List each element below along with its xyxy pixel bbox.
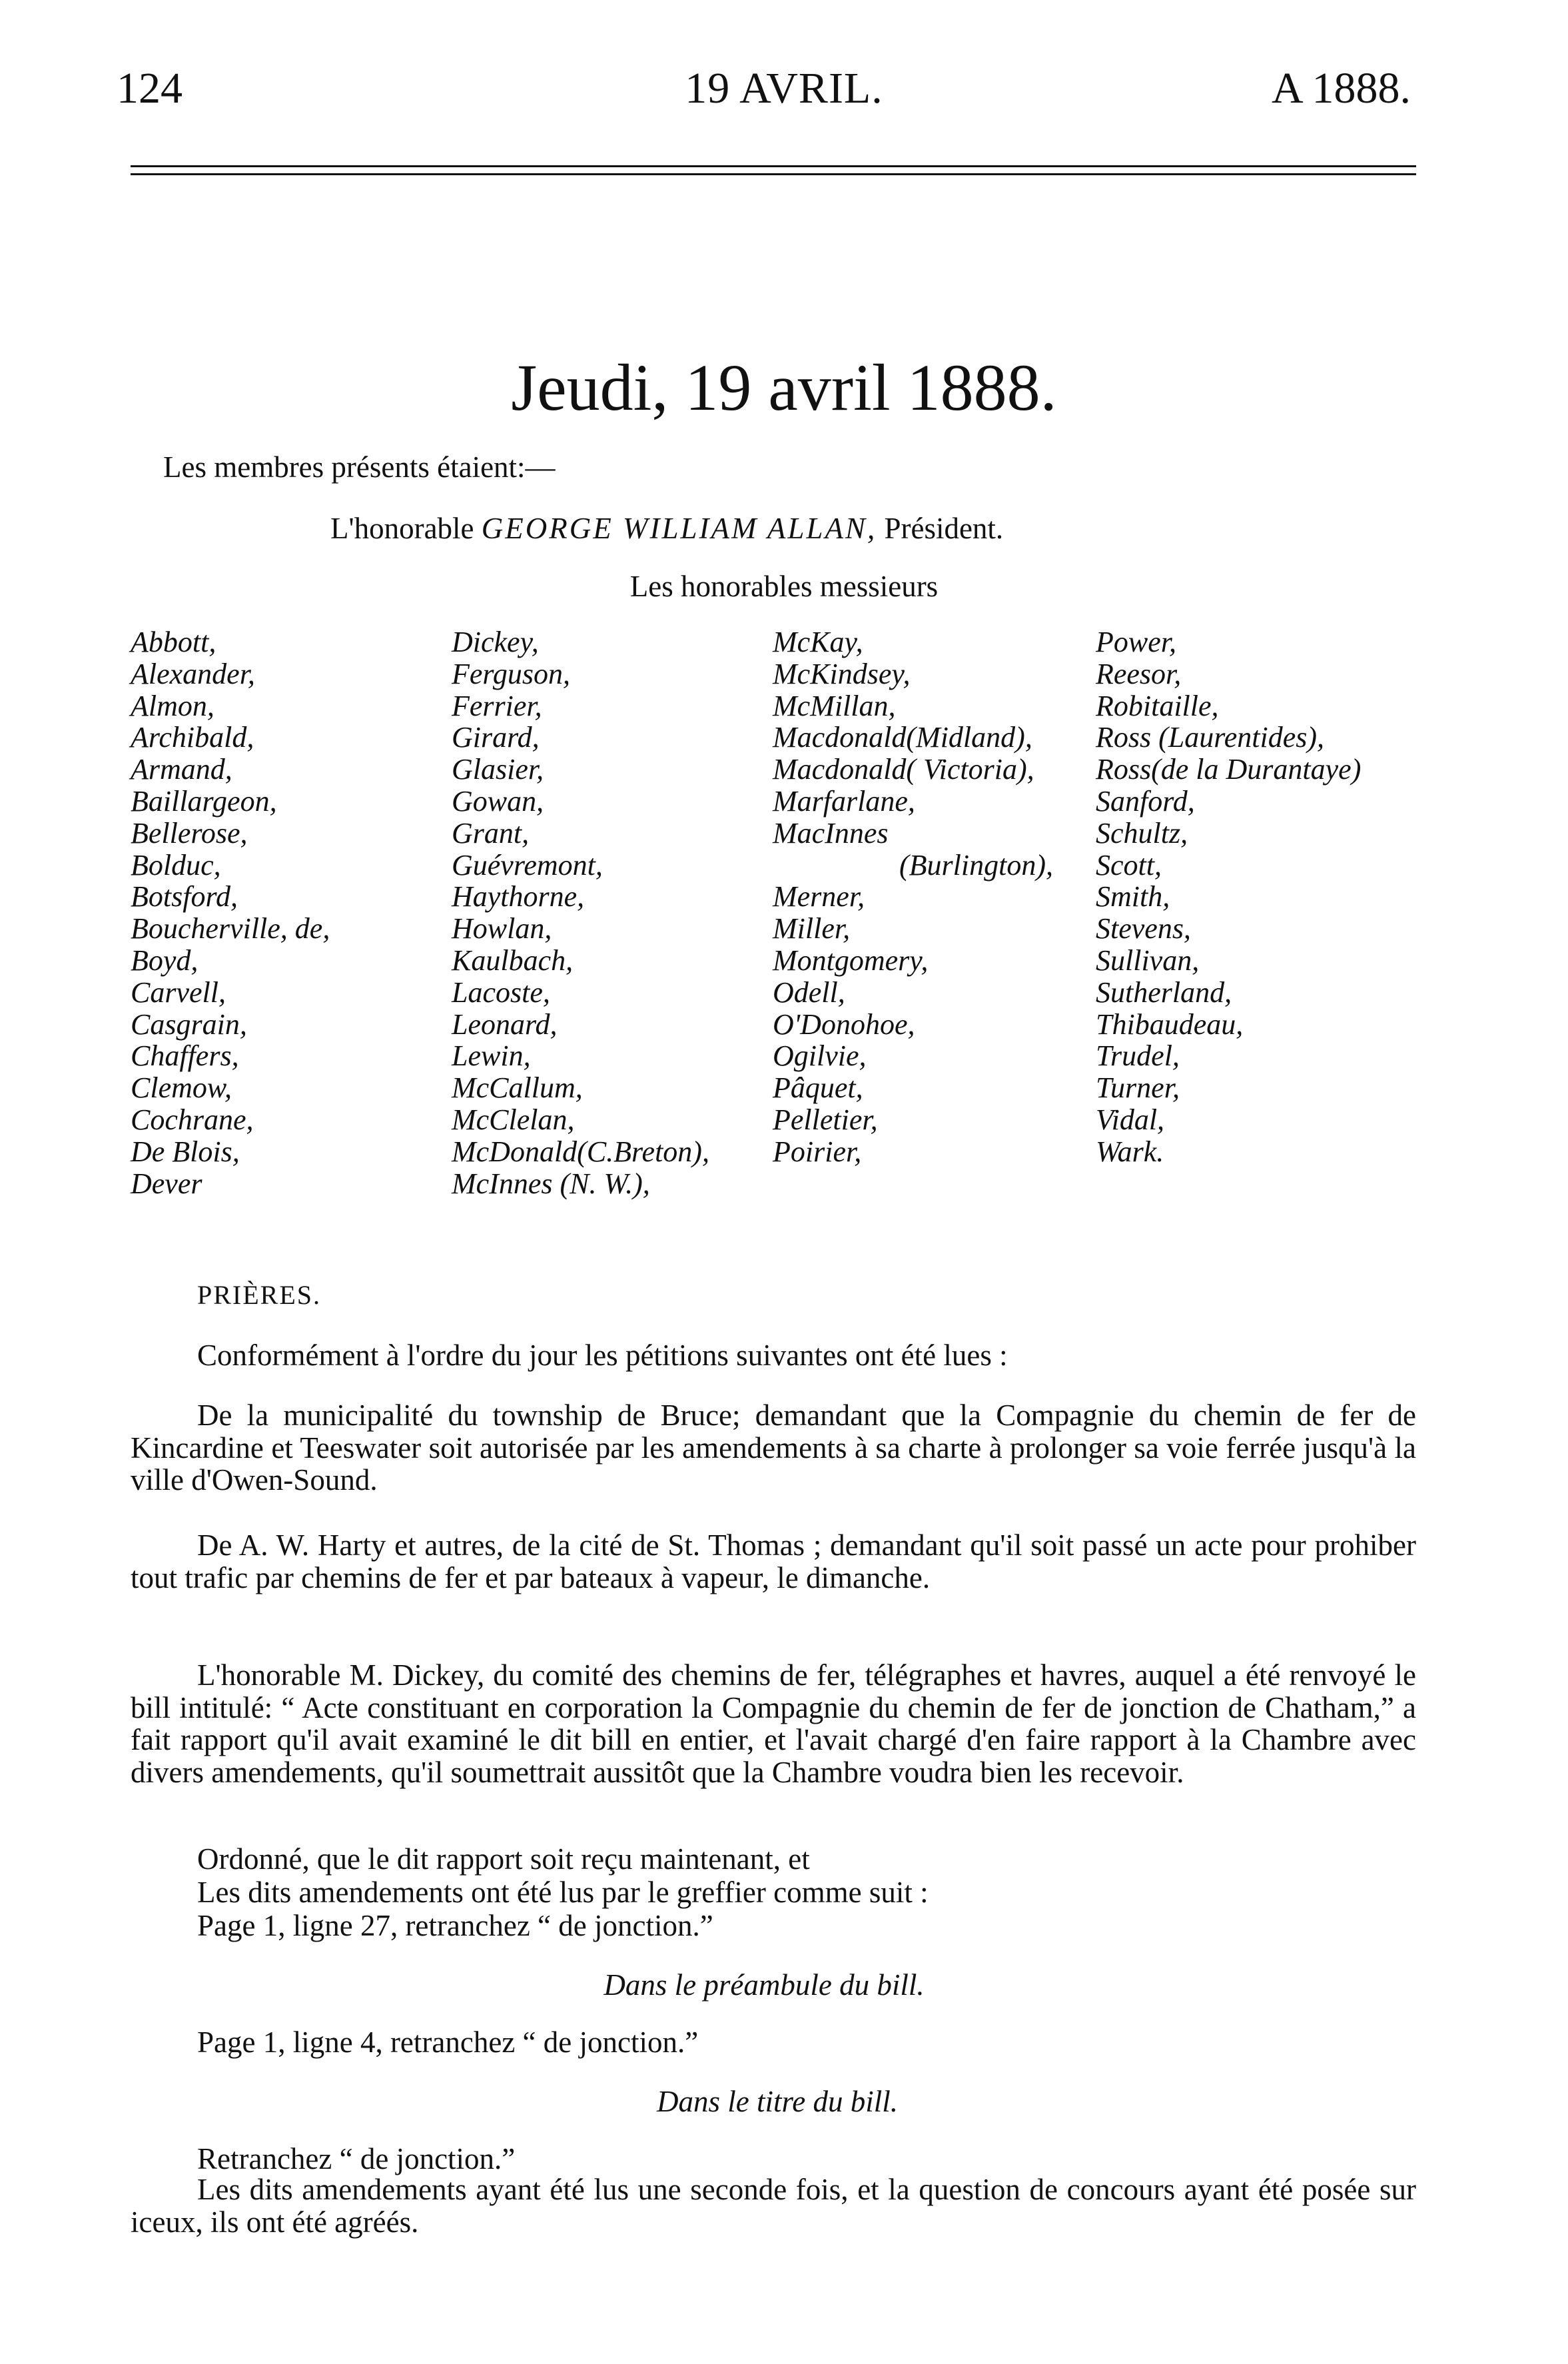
member-name: (Burlington),: [899, 848, 1053, 882]
member-name: Ogilvie,: [773, 1039, 867, 1073]
text-line: Page 1, ligne 27, retranchez “ de jonction.”: [197, 1909, 713, 1942]
header-date: 19 AVRIL.: [685, 64, 883, 113]
member-name: Lacoste,: [452, 975, 550, 1009]
member-name: De Blois,: [131, 1135, 240, 1168]
intro-text: Les membres présents étaient:—: [163, 450, 556, 484]
member-name: Baillargeon,: [131, 784, 277, 818]
member-name: Pâquet,: [773, 1071, 863, 1105]
paragraph-dickey: L'honorable M. Dickey, du comité des chemins de fer, télégraphes et havres, auquel a été renvoyé le bill intitulé: “ Acte constituant en corporation la Compagnie du chemin de fer de jonction de Chatham,” a fait rapport qu'il avait examiné le dit bill en entier, et l'avait chargé d'en faire rapport à la Chambre avec divers amendements, qu'il soumettrait aussitôt que la Chambre voudra bien les recevoir.: [131, 1658, 1416, 1789]
paragraph-petitions: Conformément à l'ordre du jour les pétitions suivantes ont été lues :: [197, 1339, 1008, 1372]
member-name: Robitaille,: [1096, 689, 1219, 722]
header-year: A 1888.: [1271, 64, 1411, 113]
member-name: Schultz,: [1096, 816, 1188, 850]
text-line: Page 1, ligne 4, retranchez “ de jonction.”: [197, 2026, 699, 2059]
member-name: Miller,: [773, 912, 851, 945]
president-suffix: Président.: [884, 512, 1004, 545]
president-name: GEORGE WILLIAM ALLAN,: [481, 512, 877, 545]
member-name: Armand,: [131, 753, 232, 786]
member-name: Gowan,: [452, 784, 544, 818]
member-name: Boyd,: [131, 943, 198, 977]
member-name: Stevens,: [1096, 912, 1191, 945]
member-name: Leonard,: [452, 1007, 558, 1041]
member-name: Power,: [1096, 626, 1176, 658]
member-name: McClelan,: [452, 1103, 575, 1136]
member-name: Dickey,: [452, 626, 539, 658]
member-name: Bolduc,: [131, 848, 221, 882]
member-name: Howlan,: [452, 912, 552, 945]
member-name: McInnes (N. W.),: [452, 1167, 650, 1200]
member-name: Alexander,: [131, 657, 255, 690]
member-name: Kaulbach,: [452, 943, 574, 977]
president-line: [330, 512, 1003, 546]
member-name: Trudel,: [1096, 1039, 1180, 1073]
member-name: Odell,: [773, 975, 845, 1009]
member-name: Macdonald(Midland),: [773, 721, 1032, 754]
titre-heading: Dans le titre du bill.: [656, 2085, 899, 2118]
prieres-heading: PRIÈRES.: [197, 1280, 322, 1310]
member-name: McDonald(C.Breton),: [452, 1135, 709, 1168]
member-name: Ferguson,: [452, 657, 571, 690]
member-name: McCallum,: [452, 1071, 583, 1105]
member-name: Turner,: [1096, 1071, 1180, 1105]
member-name: Dever: [131, 1167, 202, 1200]
member-name: Macdonald( Victoria),: [773, 753, 1034, 786]
preambule-heading: Dans le préambule du bill.: [603, 1968, 925, 2002]
member-name: Poirier,: [773, 1135, 862, 1168]
header-rule: [131, 165, 1416, 167]
member-name: Vidal,: [1096, 1103, 1165, 1136]
member-name: Archibald,: [131, 721, 254, 754]
president-prefix: L'honorable: [330, 512, 474, 545]
member-name: Cochrane,: [131, 1103, 254, 1136]
member-name: Montgomery,: [773, 943, 929, 977]
paragraph-final: Les dits amendements ayant été lus une seconde fois, et la question de concours ayant été posée sur iceux, ils ont été agréés.: [131, 2173, 1416, 2239]
member-name: O'Donohoe,: [773, 1007, 915, 1041]
member-name: Ross(de la Durantaye): [1096, 753, 1362, 786]
member-name: Haythorne,: [452, 880, 585, 913]
member-name: MacInnes: [773, 816, 889, 850]
paragraph-harty: De A. W. Harty et autres, de la cité de St. Thomas ; demandant qu'il soit passé un acte pour prohiber tout trafic par chemins de fer et par bateaux à vapeur, le dimanche.: [131, 1528, 1416, 1594]
member-name: McKindsey,: [773, 657, 911, 690]
members-column-3: [773, 626, 1053, 1168]
member-name: Sullivan,: [1096, 943, 1200, 977]
member-name: Thibaudeau,: [1096, 1007, 1244, 1041]
member-name: Reesor,: [1096, 657, 1182, 690]
member-name: Merner,: [773, 880, 865, 913]
member-name: Glasier,: [452, 753, 544, 786]
member-name: Scott,: [1096, 848, 1162, 882]
member-name: Smith,: [1096, 880, 1170, 913]
member-name: Marfarlane,: [773, 784, 915, 818]
member-name: Sutherland,: [1096, 975, 1232, 1009]
member-name: Abbott,: [131, 626, 216, 658]
paragraph-bruce: De la municipalité du township de Bruce; demandant que la Compagnie du chemin de fer de Kincardine et Teeswater soit autorisée par les amendements à sa charte à prolonger sa voie ferrée jusqu'à la ville d'Owen-Sound.: [131, 1399, 1416, 1496]
member-name: Pelletier,: [773, 1103, 878, 1136]
members-column-4: [1096, 626, 1361, 1168]
member-name: Chaffers,: [131, 1039, 239, 1073]
header-rule: [131, 173, 1416, 175]
member-name: Bellerose,: [131, 816, 248, 850]
member-name: Lewin,: [452, 1039, 531, 1073]
member-name: Grant,: [452, 816, 530, 850]
member-name: Almon,: [131, 689, 214, 722]
member-name: Boucherville, de,: [131, 912, 330, 945]
page-number: 124: [117, 64, 183, 113]
member-name: Guévremont,: [452, 848, 603, 882]
text-line: Ordonné, que le dit rapport soit reçu maintenant, et: [197, 1842, 810, 1876]
member-name: Girard,: [452, 721, 540, 754]
text-line: Les dits amendements ont été lus par le greffier comme suit :: [197, 1876, 929, 1909]
member-name: Wark.: [1096, 1135, 1164, 1168]
member-name: Ferrier,: [452, 689, 542, 722]
member-name: Clemow,: [131, 1071, 232, 1105]
member-name: McKay,: [773, 626, 863, 658]
members-column-2: [452, 626, 709, 1199]
member-name: Sanford,: [1096, 784, 1195, 818]
member-name: Botsford,: [131, 880, 238, 913]
member-name: Ross (Laurentides),: [1096, 721, 1325, 754]
text-line: Retranchez “ de jonction.”: [197, 2142, 516, 2175]
member-name: McMillan,: [773, 689, 896, 722]
members-column-1: [131, 626, 330, 1199]
member-name: Carvell,: [131, 975, 226, 1009]
page-title: Jeudi, 19 avril 1888.: [511, 350, 1057, 424]
messieurs-heading: Les honorables messieurs: [629, 570, 939, 603]
member-name: Casgrain,: [131, 1007, 247, 1041]
